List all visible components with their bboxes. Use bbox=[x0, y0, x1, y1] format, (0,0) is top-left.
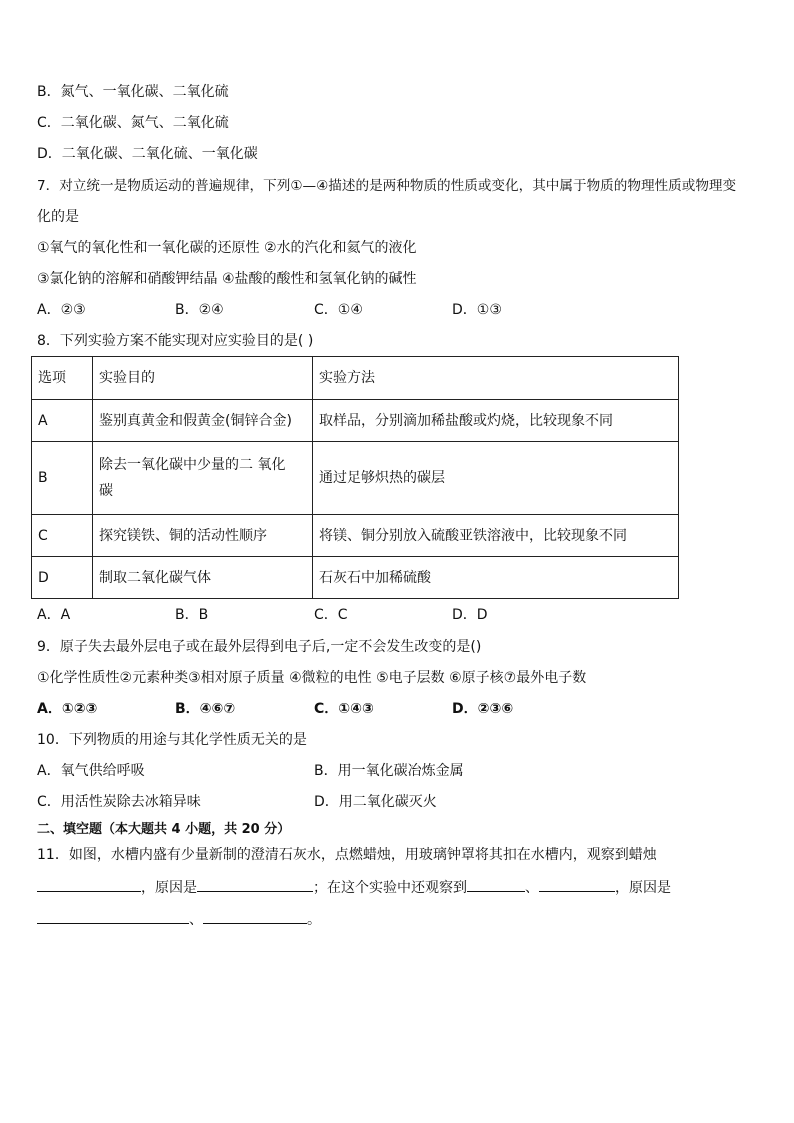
q11-text: 。 bbox=[307, 912, 321, 928]
table-cell: 鉴别真黄金和假黄金(铜锌合金) bbox=[93, 400, 313, 442]
table-cell: 通过足够炽热的碳层 bbox=[313, 442, 679, 515]
q11-text: ，原因是 bbox=[615, 880, 671, 896]
answer-blank[interactable] bbox=[37, 877, 141, 892]
table-cell: C bbox=[32, 515, 93, 557]
q11-text: 、 bbox=[189, 912, 203, 928]
q11-text: ，原因是 bbox=[141, 880, 197, 896]
q6-option-c: C．二氧化碳、氮气、二氧化硫 bbox=[37, 115, 229, 131]
table-cell: 将镁、铜分别放入硫酸亚铁溶液中，比较现象不同 bbox=[313, 515, 679, 557]
q8-option-a: A．A bbox=[37, 607, 71, 623]
table-cell bbox=[93, 442, 313, 515]
table-cell: 取样品，分别滴加稀盐酸或灼烧，比较现象不同 bbox=[313, 400, 679, 442]
q8-table bbox=[31, 356, 679, 599]
table-header-cell: 选项 bbox=[32, 357, 93, 400]
table-cell: 探究镁铁、铜的活动性顺序 bbox=[93, 515, 313, 557]
answer-blank[interactable] bbox=[37, 909, 189, 924]
table-header-cell: 实验方法 bbox=[313, 357, 679, 400]
q7-stem-line2: 化的是 bbox=[37, 209, 79, 225]
answer-blank[interactable] bbox=[539, 877, 615, 892]
q11-text: 、 bbox=[525, 880, 539, 896]
answer-blank[interactable] bbox=[467, 877, 525, 892]
table-row bbox=[32, 515, 679, 557]
q11-text: ；在这个实验中还观察到 bbox=[313, 880, 467, 896]
q10-option-b: B．用一氧化碳冶炼金属 bbox=[314, 763, 464, 779]
table-row bbox=[32, 442, 679, 515]
table-header-cell: 实验目的 bbox=[93, 357, 313, 400]
q9-option-c: C．①④③ bbox=[314, 701, 374, 717]
table-cell-text: 除去一氧化碳中少量的二 氧化碳 bbox=[99, 457, 286, 499]
q10-option-d: D．用二氧化碳灭火 bbox=[314, 794, 437, 810]
q6-option-d: D．二氧化碳、二氧化硫、一氧化碳 bbox=[37, 146, 258, 162]
table-row bbox=[32, 557, 679, 599]
q7-item-line2: ③氯化钠的溶解和硝酸钾结晶 ④盐酸的酸性和氢氧化钠的碱性 bbox=[37, 271, 417, 287]
q8-stem: 8．下列实验方案不能实现对应实验目的是( ) bbox=[37, 333, 314, 349]
q7-option-c: C．①④ bbox=[314, 302, 363, 318]
table-cell: 石灰石中加稀硫酸 bbox=[313, 557, 679, 599]
table-cell: D bbox=[32, 557, 93, 599]
table-row bbox=[32, 400, 679, 442]
q10-stem: 10．下列物质的用途与其化学性质无关的是 bbox=[37, 732, 307, 748]
q7-item-line1: ①氧气的氧化性和一氧化碳的还原性 ②水的汽化和氦气的液化 bbox=[37, 240, 417, 256]
q9-items: ①化学性质性②元素种类③相对原子质量 ④微粒的电性 ⑤电子层数 ⑥原子核⑦最外电子数 bbox=[37, 670, 587, 686]
table-cell: 制取二氧化碳气体 bbox=[93, 557, 313, 599]
q7-option-d: D．①③ bbox=[452, 302, 502, 318]
q8-option-c: C．C bbox=[314, 607, 348, 623]
table-header-row bbox=[32, 357, 679, 400]
q11-stem: 11．如图，水槽内盛有少量新制的澄清石灰水，点燃蜡烛，用玻璃钟罩将其扣在水槽内，观察到蜡烛 bbox=[37, 847, 657, 863]
q9-option-a: A．①②③ bbox=[37, 701, 98, 717]
q8-option-b: B．B bbox=[175, 607, 209, 623]
q9-stem: 9．原子失去最外层电子或在最外层得到电子后,一定不会发生改变的是() bbox=[37, 639, 482, 655]
q9-option-d: D．②③⑥ bbox=[452, 701, 514, 717]
q11-blank-line2 bbox=[37, 909, 321, 929]
answer-blank[interactable] bbox=[197, 877, 313, 892]
q11-blank-line1 bbox=[37, 877, 671, 897]
q10-option-a: A．氧气供给呼吸 bbox=[37, 763, 145, 779]
table-cell: A bbox=[32, 400, 93, 442]
q7-option-b: B．②④ bbox=[175, 302, 224, 318]
q8-option-d: D．D bbox=[452, 607, 488, 623]
q9-option-b: B．④⑥⑦ bbox=[175, 701, 236, 717]
q7-stem-line1: 7．对立统一是物质运动的普遍规律，下列①—④描述的是两种物质的性质或变化，其中属于物质的物理性质或物理变 bbox=[37, 178, 737, 194]
q6-option-b: B．氮气、一氧化碳、二氧化硫 bbox=[37, 84, 229, 100]
q7-option-a: A．②③ bbox=[37, 302, 86, 318]
answer-blank[interactable] bbox=[203, 909, 307, 924]
section-title: 二、填空题（本大题共 4 小题，共 20 分） bbox=[37, 822, 291, 837]
q10-option-c: C．用活性炭除去冰箱异味 bbox=[37, 794, 201, 810]
table-cell: B bbox=[32, 442, 93, 515]
